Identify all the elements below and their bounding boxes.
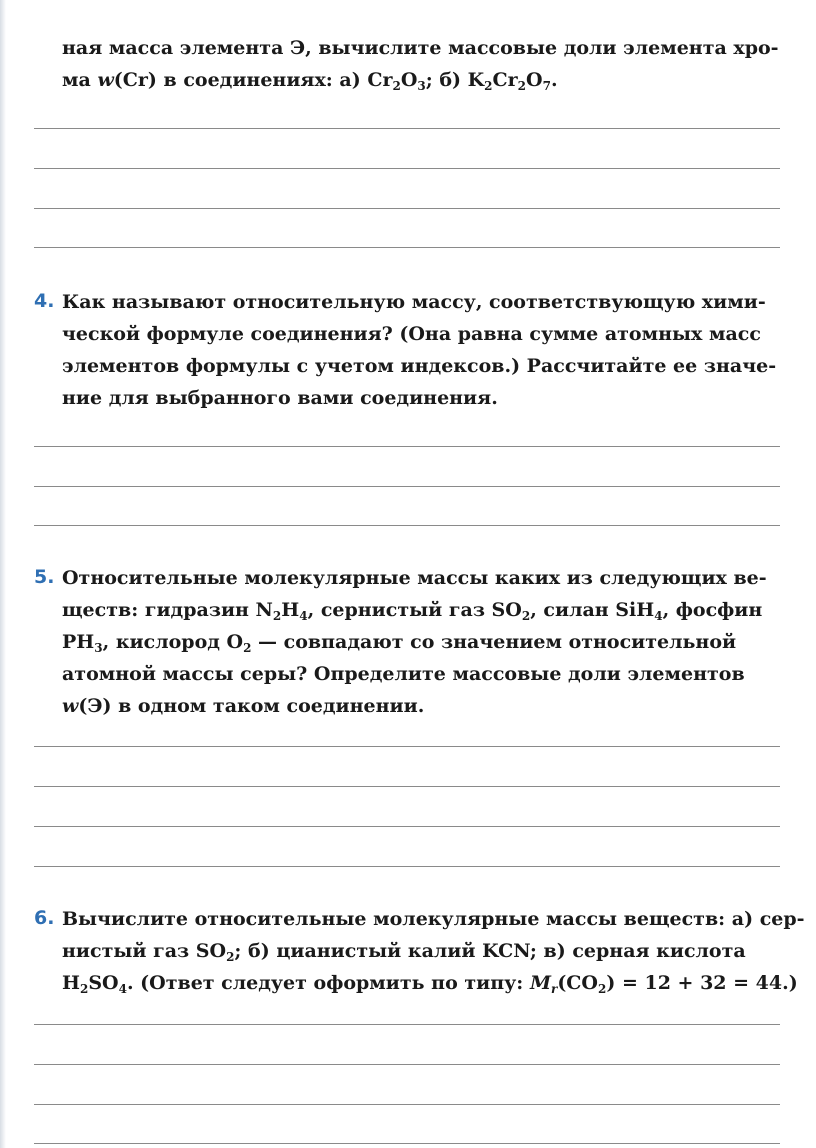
task-6-line-2: нистый газ $SO_2$; б) цианистый калий KCN; в) серная кислота <box>62 940 746 964</box>
task-6-line-1: Вычислите относительные молекулярные массы веществ: а) сер- <box>62 908 805 930</box>
answer-line[interactable] <box>34 208 780 209</box>
task-4-text <box>62 286 782 414</box>
answer-line[interactable] <box>34 1064 780 1065</box>
task-6-number: 6. <box>34 907 55 929</box>
answer-line[interactable] <box>34 486 780 487</box>
answer-line[interactable] <box>34 1143 780 1144</box>
task-4-line-2: ческой формуле соединения? (Она равна сумме атомных масс <box>62 323 761 345</box>
answer-line[interactable] <box>34 746 780 747</box>
task-5-line-1: Относительные молекулярные массы каких из следующих ве- <box>62 567 767 589</box>
task-5-line-3: $PH_3$, кислород $O_2$ — совпадают со значением относительной <box>62 631 737 655</box>
answer-line[interactable] <box>34 826 780 827</box>
page-binding-edge <box>0 0 6 1148</box>
task-4-line-1: Как называют относительную массу, соответствующую хими- <box>62 291 766 313</box>
answer-line[interactable] <box>34 168 780 169</box>
task-5-line-5: w(Э) в одном таком соединении. <box>62 695 425 717</box>
task-5-number: 5. <box>34 566 55 588</box>
task-4-line-3: элементов формулы с учетом индексов.) Рассчитайте ее значе- <box>62 355 777 377</box>
answer-line[interactable] <box>34 128 780 129</box>
task-6-line-3: $H_2SO_4$. (Ответ следует оформить по типу: $M_r(CO_2) = 12 + 32 = 44$.) <box>62 972 798 996</box>
task-5-text <box>62 562 782 722</box>
task-6-text <box>62 903 805 999</box>
task-4-number: 4. <box>34 290 55 312</box>
task-4-line-4: ние для выбранного вами соединения. <box>62 387 498 409</box>
task-3-line-2: ма w(Cr) в соединениях: а) $Cr_2O_3$; б) $K_2Cr_2O_7$. <box>62 69 558 93</box>
answer-line[interactable] <box>34 1104 780 1105</box>
answer-line[interactable] <box>34 786 780 787</box>
answer-line[interactable] <box>34 446 780 447</box>
answer-line[interactable] <box>34 525 780 526</box>
answer-line[interactable] <box>34 1024 780 1025</box>
answer-line[interactable] <box>34 866 780 867</box>
answer-line[interactable] <box>34 247 780 248</box>
task-5-line-4: атомной массы серы? Определите массовые доли элементов <box>62 663 745 685</box>
task-5-line-2: ществ: гидразин $N_2H_4$, сернистый газ $SO_2$, силан SiH$_4$, фосфин <box>62 599 763 623</box>
task-3-text <box>62 32 782 96</box>
task-3-line-1: ная масса элемента Э, вычислите массовые доли элемента хро- <box>62 37 779 59</box>
